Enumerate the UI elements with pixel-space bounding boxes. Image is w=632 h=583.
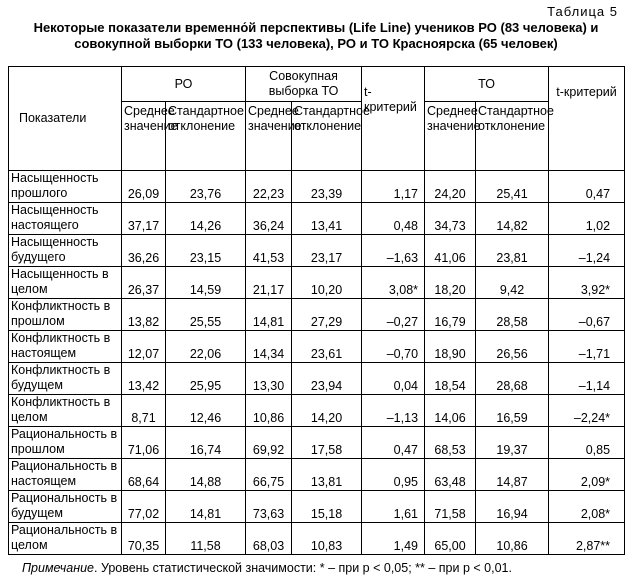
header-to-mean: Среднее значение [425, 102, 476, 171]
cell-ro-std: 25,95 [166, 363, 246, 395]
cell-t2: –1,24 [549, 235, 625, 267]
cell-ro-mean: 37,17 [122, 203, 166, 235]
cell-tot-std: 23,39 [292, 171, 362, 203]
table-note [22, 561, 512, 575]
cell-t1: 1,49 [362, 523, 425, 555]
cell-ro-std: 12,46 [166, 395, 246, 427]
cell-to-std: 28,68 [476, 363, 549, 395]
header-t-criterion: t-критерий [362, 67, 425, 171]
header-total-mean: Среднее значение [246, 102, 292, 171]
cell-t1: –0,27 [362, 299, 425, 331]
cell-t2: 2,08* [549, 491, 625, 523]
cell-to-mean: 24,20 [425, 171, 476, 203]
table-row [9, 523, 625, 555]
table-row [9, 299, 625, 331]
table-row [9, 331, 625, 363]
table-row [9, 171, 625, 203]
header-t-criterion-2: t-критерий [549, 67, 625, 171]
cell-to-std: 23,81 [476, 235, 549, 267]
cell-ro-mean: 13,42 [122, 363, 166, 395]
cell-ro-mean: 77,02 [122, 491, 166, 523]
cell-name: Конфликтность в прошлом [9, 299, 122, 331]
cell-ro-mean: 36,26 [122, 235, 166, 267]
cell-ro-mean: 71,06 [122, 427, 166, 459]
cell-ro-mean: 8,71 [122, 395, 166, 427]
cell-tot-std: 27,29 [292, 299, 362, 331]
cell-tot-std: 23,94 [292, 363, 362, 395]
cell-to-std: 16,59 [476, 395, 549, 427]
cell-tot-std: 23,61 [292, 331, 362, 363]
cell-t1: 1,17 [362, 171, 425, 203]
cell-tot-mean: 68,03 [246, 523, 292, 555]
cell-t2: –2,24* [549, 395, 625, 427]
cell-t2: 0,47 [549, 171, 625, 203]
cell-ro-std: 22,06 [166, 331, 246, 363]
cell-t1: 0,47 [362, 427, 425, 459]
cell-tot-mean: 14,81 [246, 299, 292, 331]
cell-ro-std: 25,55 [166, 299, 246, 331]
cell-to-mean: 63,48 [425, 459, 476, 491]
cell-t2: 1,02 [549, 203, 625, 235]
cell-to-mean: 34,73 [425, 203, 476, 235]
cell-t1: –0,70 [362, 331, 425, 363]
cell-tot-mean: 41,53 [246, 235, 292, 267]
note-text: . Уровень статистической значимости: * – при p < 0,05; ** – при p < 0,01. [94, 561, 512, 575]
cell-ro-mean: 26,37 [122, 267, 166, 299]
cell-name: Рациональность в настоящем [9, 459, 122, 491]
cell-name: Конфликтность в целом [9, 395, 122, 427]
header-ro-std: Стандартное отклонение [166, 102, 246, 171]
cell-ro-mean: 26,09 [122, 171, 166, 203]
table-row [9, 267, 625, 299]
cell-to-mean: 18,90 [425, 331, 476, 363]
cell-tot-std: 13,81 [292, 459, 362, 491]
cell-name: Рациональность в прошлом [9, 427, 122, 459]
cell-t2: 0,85 [549, 427, 625, 459]
cell-tot-mean: 21,17 [246, 267, 292, 299]
cell-tot-mean: 22,23 [246, 171, 292, 203]
cell-ro-mean: 68,64 [122, 459, 166, 491]
cell-to-mean: 18,20 [425, 267, 476, 299]
cell-tot-mean: 13,30 [246, 363, 292, 395]
cell-to-std: 19,37 [476, 427, 549, 459]
table-label: Таблица 5 [547, 4, 618, 19]
cell-to-mean: 71,58 [425, 491, 476, 523]
table-row [9, 235, 625, 267]
cell-to-mean: 41,06 [425, 235, 476, 267]
cell-to-mean: 14,06 [425, 395, 476, 427]
table-row [9, 363, 625, 395]
cell-to-std: 16,94 [476, 491, 549, 523]
cell-t1: 3,08* [362, 267, 425, 299]
cell-name: Насыщенность будущего [9, 235, 122, 267]
cell-tot-std: 23,17 [292, 235, 362, 267]
cell-ro-std: 23,15 [166, 235, 246, 267]
cell-t1: 0,04 [362, 363, 425, 395]
table-row [9, 427, 625, 459]
table-row [9, 203, 625, 235]
cell-t2: 2,09* [549, 459, 625, 491]
cell-tot-std: 13,41 [292, 203, 362, 235]
cell-ro-std: 14,88 [166, 459, 246, 491]
cell-to-std: 10,86 [476, 523, 549, 555]
table-row [9, 459, 625, 491]
cell-to-mean: 18,54 [425, 363, 476, 395]
cell-ro-std: 14,26 [166, 203, 246, 235]
cell-t1: 1,61 [362, 491, 425, 523]
cell-t1: 0,48 [362, 203, 425, 235]
cell-to-std: 14,87 [476, 459, 549, 491]
cell-ro-std: 14,81 [166, 491, 246, 523]
cell-to-std: 26,56 [476, 331, 549, 363]
cell-t2: –0,67 [549, 299, 625, 331]
cell-ro-mean: 70,35 [122, 523, 166, 555]
cell-to-mean: 65,00 [425, 523, 476, 555]
cell-tot-std: 17,58 [292, 427, 362, 459]
cell-to-std: 9,42 [476, 267, 549, 299]
cell-name: Насыщенность настоящего [9, 203, 122, 235]
cell-to-mean: 68,53 [425, 427, 476, 459]
data-table [8, 66, 625, 555]
cell-t2: –1,71 [549, 331, 625, 363]
cell-to-std: 28,58 [476, 299, 549, 331]
cell-name: Насыщенность прошлого [9, 171, 122, 203]
header-to-std: Стандартное отклонение [476, 102, 549, 171]
cell-t2: –1,14 [549, 363, 625, 395]
cell-tot-mean: 10,86 [246, 395, 292, 427]
header-total-std: Стандартное отклонение [292, 102, 362, 171]
cell-tot-mean: 66,75 [246, 459, 292, 491]
cell-ro-std: 16,74 [166, 427, 246, 459]
cell-ro-std: 11,58 [166, 523, 246, 555]
cell-name: Конфликтность в будущем [9, 363, 122, 395]
cell-ro-std: 23,76 [166, 171, 246, 203]
cell-tot-mean: 73,63 [246, 491, 292, 523]
cell-t1: –1,63 [362, 235, 425, 267]
cell-name: Рациональность в целом [9, 523, 122, 555]
cell-ro-mean: 13,82 [122, 299, 166, 331]
cell-t2: 3,92* [549, 267, 625, 299]
note-label: Примечание [22, 561, 94, 575]
cell-name: Конфликтность в настоящем [9, 331, 122, 363]
header-ro-mean: Среднее значение [122, 102, 166, 171]
table-row [9, 491, 625, 523]
cell-tot-std: 14,20 [292, 395, 362, 427]
cell-tot-std: 15,18 [292, 491, 362, 523]
cell-to-std: 14,82 [476, 203, 549, 235]
cell-tot-std: 10,20 [292, 267, 362, 299]
cell-name: Насыщенность в целом [9, 267, 122, 299]
header-group-ro: РО [122, 67, 246, 102]
cell-tot-mean: 36,24 [246, 203, 292, 235]
cell-tot-mean: 69,92 [246, 427, 292, 459]
table-row [9, 395, 625, 427]
table-title: Некоторые показатели временно́й перспективы (Life Line) учеников РО (83 человека) и совокупной выборки ТО (133 человека), РО и ТО Красноярска (65 человек) [33, 20, 599, 51]
cell-t1: –1,13 [362, 395, 425, 427]
cell-to-std: 25,41 [476, 171, 549, 203]
cell-tot-std: 10,83 [292, 523, 362, 555]
cell-to-mean: 16,79 [425, 299, 476, 331]
cell-ro-std: 14,59 [166, 267, 246, 299]
cell-t1: 0,95 [362, 459, 425, 491]
cell-tot-mean: 14,34 [246, 331, 292, 363]
header-group-total: Совокупная выборка ТО [246, 67, 362, 102]
header-indicators: Показатели [9, 67, 122, 171]
header-group-to: ТО [425, 67, 549, 102]
cell-t2: 2,87** [549, 523, 625, 555]
cell-name: Рациональность в будущем [9, 491, 122, 523]
cell-ro-mean: 12,07 [122, 331, 166, 363]
